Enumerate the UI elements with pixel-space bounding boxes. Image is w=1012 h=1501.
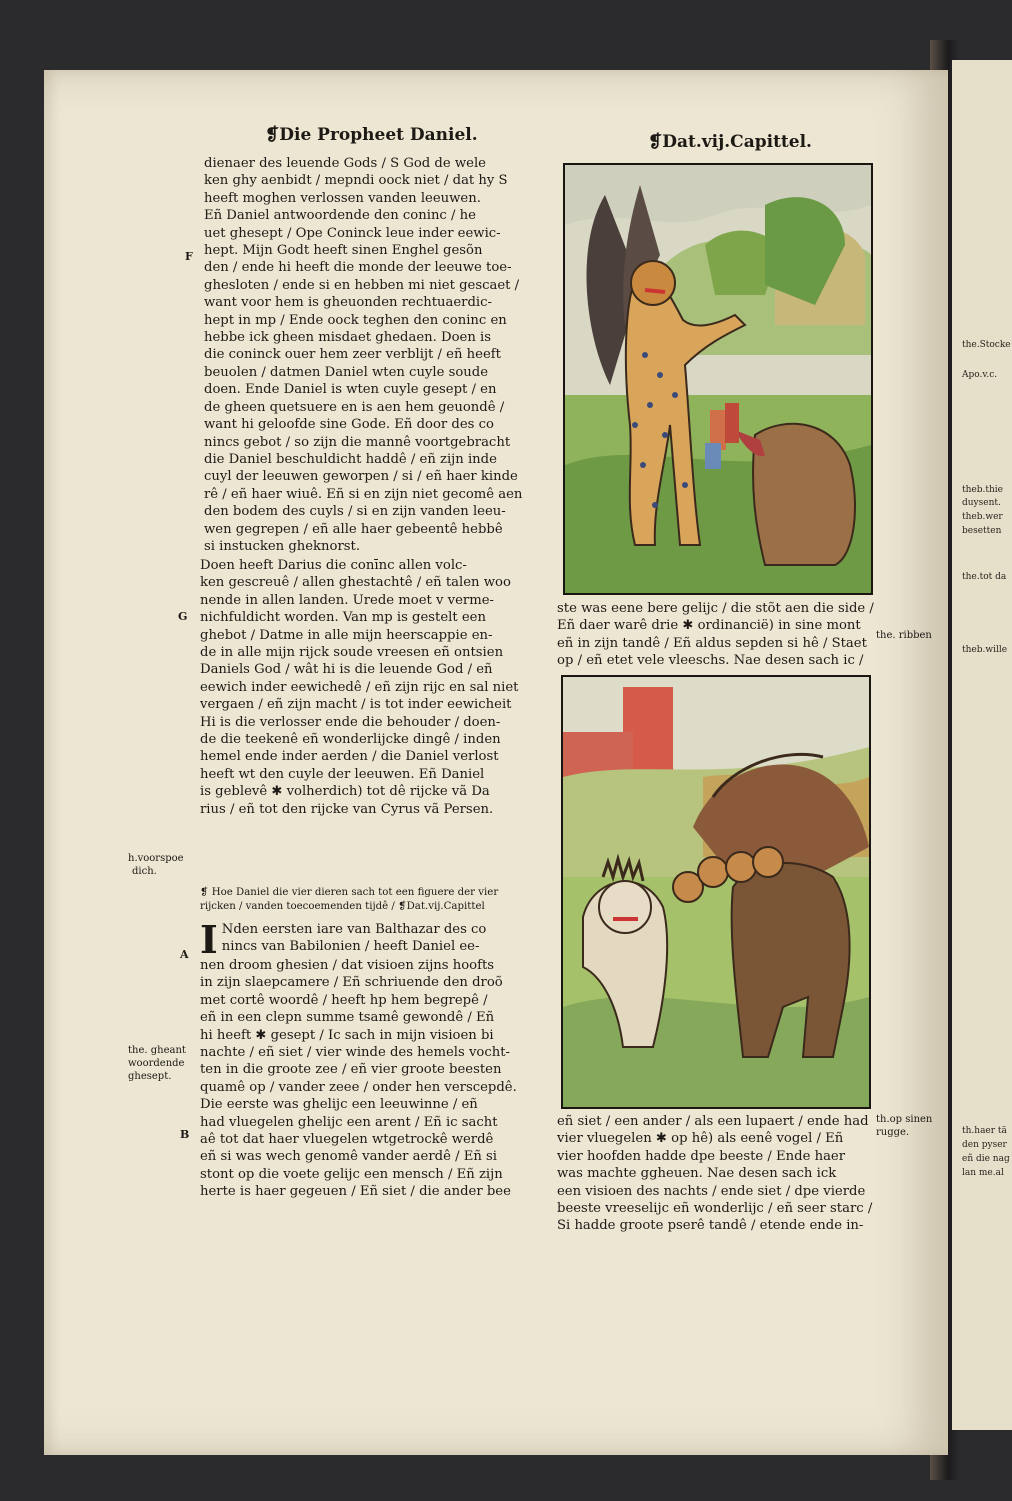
next-page-note: Apo.v.c. [962, 370, 998, 380]
chapter-summary [200, 886, 545, 914]
text-line: eñ si was wech genomê vander aerdê / Eñ si [200, 1149, 498, 1165]
text-line: heeft wt den cuyle der leeuwen. Eñ Daniel [200, 766, 485, 782]
text-line: stont op die voete gelijc een mensch / Eñ zijn [200, 1166, 503, 1182]
text-line: de die teekenê eñ wonderlijcke dingê / inden [200, 732, 501, 748]
text-line: quamê op / vander zeee / onder hen verscepdê. [200, 1079, 517, 1095]
text-line: beeste vreeselijc eñ wonderlijc / eñ seer starc / [557, 1201, 873, 1217]
text-line: eewich inder eewichedê / eñ zijn rijc en sal niet [200, 679, 519, 695]
text-line: nende in allen landen. Urede moet v verme- [200, 592, 494, 608]
text-line: den bodem des cuyls / si en zijn vanden leeu- [204, 504, 506, 520]
text-line: nachte / eñ siet / vier winde des hemels vocht- [200, 1045, 510, 1061]
text-line: Nden eersten iare van Balthazar des co [221, 922, 487, 937]
text-line: eñ in zijn tandê / Eñ aldus sepden si hê / Staet [557, 635, 867, 651]
next-page-note: den pyser [962, 1140, 1007, 1150]
margin-letter-f: F [185, 250, 193, 263]
text-line: si instucken gheknorst. [204, 538, 361, 554]
text-line: rius / eñ tot den rijcke van Cyrus vã Persen. [200, 801, 494, 817]
text-line: Si hadde groote pserê tandê / etende ende in- [557, 1218, 864, 1234]
margin-note: woordende [128, 1058, 185, 1069]
text-line: Eñ daer warê drie ✱ ordinancië) in sine mont [557, 618, 861, 634]
chapter-initial: I [200, 917, 218, 962]
text-line: aê tot dat haer vluegelen wtgetrockê werdê [200, 1132, 494, 1148]
text-line: herte is haer gegeuen / Eñ siet / die ander bee [200, 1184, 511, 1200]
text-line: is geblevê ✱ volherdich) tot dê rijcke vã Da [200, 784, 490, 800]
text-line: nincs van Babilonien / heeft Daniel ee- [221, 939, 480, 955]
adjacent-page [952, 60, 1012, 1430]
margin-note: dich. [132, 866, 157, 877]
text-line: hemel ende inder aerden / die Daniel verlost [200, 749, 499, 765]
text-line: want hi geloofde sine Gode. Eñ door des co [204, 417, 494, 433]
text-line: ken ghy aenbidt / mepndi oock niet / dat hy S [204, 173, 508, 189]
text-line: doen. Ende Daniel is wten cuyle gesept / en [204, 382, 497, 398]
next-page-note: theb.thie [962, 485, 1003, 495]
woodcut-illustration-1 [565, 165, 871, 593]
text-line: met cortê woordê / heeft hp hem begrepê / [200, 992, 488, 1008]
next-page-note: duysent. [962, 498, 1001, 508]
text-line: vier vluegelen ✱ op hê) als eenê vogel / Eñ [557, 1131, 844, 1147]
text-line: nen droom ghesien / dat visioen zijns hoofts [200, 958, 495, 973]
text-line: een visioen des nachts / ende siet / dpe vierde [557, 1183, 866, 1199]
woodcut-illustration-2 [563, 677, 869, 1107]
text-line: op / eñ etet vele vleeschs. Nae desen sach ic / [557, 653, 864, 669]
caption-line: rijcken / vanden toecoemenden tijdê / ❡Dat.vij.Capittel [200, 901, 485, 912]
text-line: eñ siet / een ander / als een lupaert / ende had [557, 1114, 869, 1129]
text-line: eñ in een clepn summe tsamê gewondê / Eñ [200, 1010, 495, 1026]
margin-note: rugge. [876, 1127, 910, 1138]
next-page-note: besetten [962, 526, 1002, 536]
text-line: de in alle mijn rijck soude vreesen eñ ontsien [200, 645, 504, 661]
text-line: ste was eene bere gelijc / die stõt aen die side / [557, 601, 874, 616]
text-column-left-3 [200, 917, 545, 1201]
text-line: ken gescreuê / allen ghestachtê / eñ talen woo [200, 575, 511, 591]
next-page-note: the.tot da [962, 572, 1007, 582]
text-line: de gheen quetsuere en is aen hem geuondê / [204, 399, 505, 415]
text-line: uet ghesept / Ope Coninck leue inder eewic- [204, 225, 501, 241]
next-page-note: theb.wer [962, 512, 1003, 522]
text-line: ghesloten / ende si en hebben mi niet gescaet / [204, 277, 520, 293]
text-line: hebbe ick gheen misdaet ghedaen. Doen is [204, 330, 491, 346]
woodcut-lion-bear [563, 163, 873, 595]
margin-note: ghesept. [128, 1071, 172, 1082]
text-line: Doen heeft Darius die conīnc allen volc- [200, 558, 467, 573]
text-line: Hi is die verlosser ende die behouder / doen- [200, 714, 501, 730]
next-page-note: th.haer tä [962, 1126, 1007, 1136]
margin-note: the. gheant [128, 1045, 186, 1056]
text-line: cuyl der leeuwen geworpen / si / eñ haer kinde [204, 469, 518, 485]
next-page-note: theb.wille [962, 645, 1008, 655]
text-line: die coninck ouer hem zeer verblijt / eñ heeft [204, 347, 501, 363]
next-page-note: lan me.al [962, 1168, 1004, 1178]
text-line: nichfuldicht worden. Van mp is gestelt een [200, 610, 486, 626]
text-line: dienaer des leuende Gods / S God de wele [204, 156, 486, 171]
caption-line: ❡ Hoe Daniel die vier dieren sach tot een figuere der vier [200, 887, 499, 898]
text-line: hi heeft ✱ gesept / Ic sach in mijn visioen bi [200, 1027, 494, 1043]
text-line: ghebot / Datme in alle mijn heerscappie en- [200, 627, 493, 643]
next-page-note: eñ die nag [962, 1154, 1010, 1164]
text-line: was machte ggheuen. Nae desen sach ick [557, 1166, 837, 1182]
text-line: beuolen / datmen Daniel wten cuyle soude [204, 364, 489, 380]
running-header-right: ❡Dat.vij.Capittel. [648, 132, 812, 152]
text-line: wen gegrepen / eñ alle haer gebeentê hebbê [204, 521, 503, 537]
margin-note: th.op sinen [876, 1114, 933, 1125]
margin-note: the. ribben [876, 630, 932, 641]
text-line: nincs gebot / so zijn die mannê voortgebracht [204, 434, 511, 450]
text-column-right-2 [557, 1113, 875, 1235]
text-line: ten in die groote zee / eñ vier groote beesten [200, 1062, 502, 1078]
text-line: die Daniel beschuldicht haddê / eñ zijn inde [204, 451, 497, 467]
text-line: hept in mp / Ende oock teghen den coninc en [204, 312, 507, 328]
text-line: Eñ Daniel antwoordende den coninc / he [204, 208, 476, 224]
text-column-left-2 [200, 557, 545, 818]
running-header-left: ❡Die Propheet Daniel. [265, 125, 478, 145]
text-line: vier hoofden hadde dpe beeste / Ende haer [557, 1148, 846, 1164]
text-line: den / ende hi heeft die monde der leeuwe toe- [204, 260, 512, 276]
text-line: Daniels God / wât hi is die leuende God / eñ [200, 662, 493, 678]
text-column-left-1 [204, 155, 544, 555]
text-line: heeft moghen verlossen vanden leeuwen. [204, 190, 481, 206]
text-line: rê / eñ haer wiuê. Eñ si en zijn niet gecomê aen [204, 486, 523, 502]
text-column-right-1 [557, 600, 875, 670]
margin-letter-a: A [180, 948, 189, 961]
text-line: in zijn slaepcamere / Eñ schriuende den droõ [200, 975, 503, 991]
next-page-note: the.Stocke [962, 340, 1011, 350]
margin-letter-g: G [178, 610, 188, 623]
woodcut-leopard [561, 675, 871, 1109]
margin-note: h.voorspoe [128, 853, 184, 864]
margin-letter-b: B [180, 1128, 190, 1141]
text-line: hept. Mijn Godt heeft sinen Enghel gesõn [204, 243, 483, 259]
text-line: Die eerste was ghelijc een leeuwinne / eñ [200, 1097, 478, 1113]
text-line: want voor hem is gheuonden rechtuaerdic- [204, 295, 492, 311]
text-line: had vluegelen ghelijc een arent / Eñ ic sacht [200, 1114, 498, 1130]
text-line: vergaen / eñ zijn macht / is tot inder eewicheit [200, 697, 512, 713]
